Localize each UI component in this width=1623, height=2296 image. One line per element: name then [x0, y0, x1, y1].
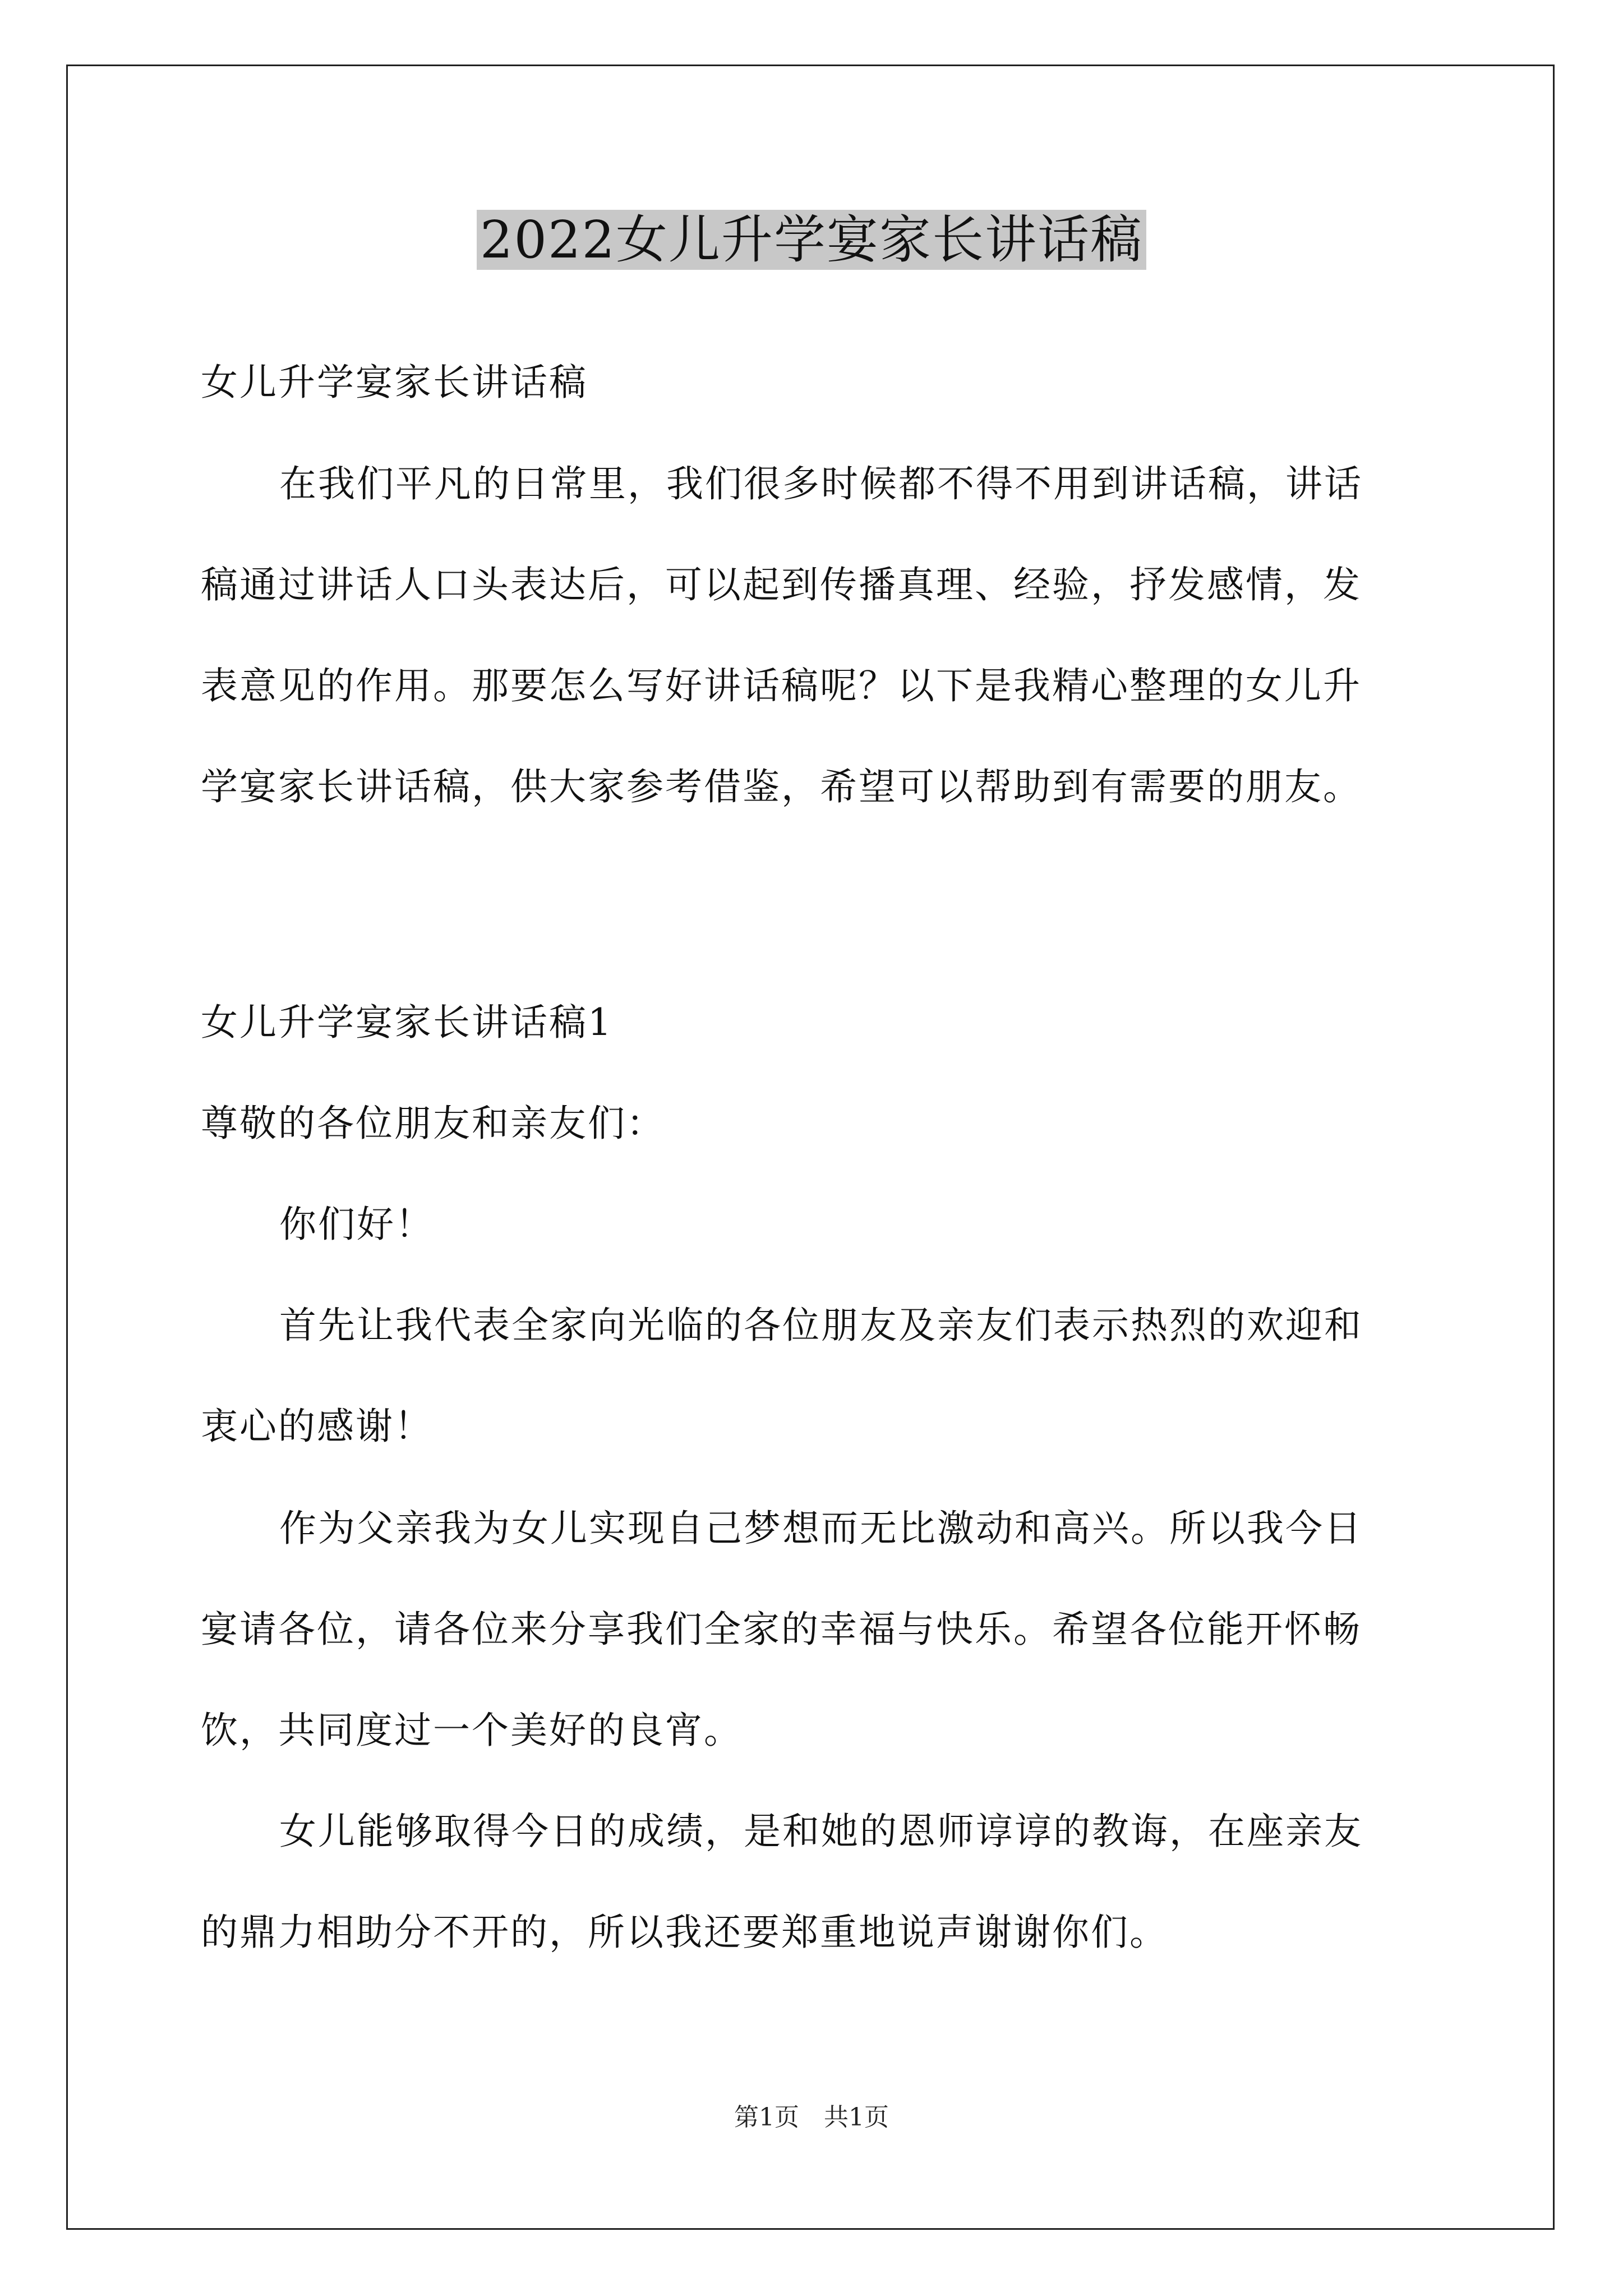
- paragraph-line: 饮，共同度过一个美好的良宵。: [201, 1709, 743, 1752]
- salutation: 尊敬的各位朋友和亲友们：: [201, 1102, 665, 1145]
- paragraph-line: 作为父亲我为女儿实现自己梦想而无比激动和高兴。所以我今日: [279, 1507, 1363, 1550]
- section-heading: 女儿升学宴家长讲话稿1: [201, 1001, 613, 1044]
- paragraph-line: 女儿能够取得今日的成绩，是和她的恩师谆谆的教诲，在座亲友: [279, 1810, 1363, 1853]
- document-title: [0, 205, 1623, 275]
- document-title-text: 2022女儿升学宴家长讲话稿: [477, 210, 1146, 270]
- paragraph-line: 衷心的感谢！: [201, 1405, 433, 1448]
- paragraph-line: 的鼎力相助分不开的，所以我还要郑重地说声谢谢你们。: [201, 1911, 1168, 1954]
- paragraph-line: 首先让我代表全家向光临的各位朋友及亲友们表示热烈的欢迎和: [279, 1304, 1363, 1347]
- paragraph-line: 宴请各位，请各位来分享我们全家的幸福与快乐。希望各位能开怀畅: [201, 1608, 1362, 1651]
- paragraph-line: 在我们平凡的日常里，我们很多时候都不得不用到讲话稿，讲话: [279, 462, 1363, 505]
- subtitle: 女儿升学宴家长讲话稿: [201, 361, 588, 404]
- paragraph-line: 稿通过讲话人口头表达后，可以起到传播真理、经验，抒发感情，发: [201, 563, 1362, 606]
- page-footer: 第1页 共1页: [734, 2103, 889, 2132]
- paragraph-line: 表意见的作用。那要怎么写好讲话稿呢？以下是我精心整理的女儿升: [201, 664, 1362, 707]
- paragraph-line: 你们好！: [279, 1203, 434, 1246]
- paragraph-line: 学宴家长讲话稿，供大家参考借鉴，希望可以帮助到有需要的朋友。: [201, 765, 1362, 808]
